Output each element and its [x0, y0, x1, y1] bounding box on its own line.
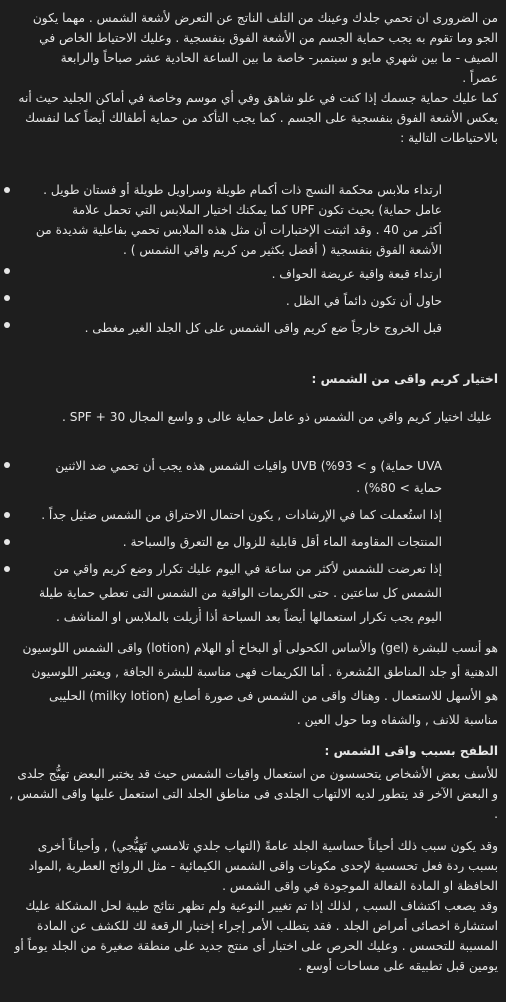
list-item-line: UVA حماية) و > 93%) UVB واقيات الشمس هذه يجب أن تحمي ضد الاثنين [55, 459, 442, 473]
list-item [20, 180, 442, 260]
intro-line: من الضرورى ان تحمي جلدك وعينك من التلف الناتج عن التعرض لأشعة الشمس . مهما يكون [32, 11, 498, 25]
intro-line: الجو وما تقوم به يجب حماية الجسم من الأشعة الفوق بنفسجية . وعليك الاحتياط الخاص في [39, 31, 498, 45]
precautions-list [20, 180, 442, 342]
rash-line: للأسف بعض الأشخاص يتحسسون من استعمال واقيات الشمس حيث قد يختبر البعض تهيُّج جلدى [17, 767, 498, 781]
section-heading: الطفح بسبب واقى الشمس : [324, 744, 498, 758]
list-item-line: حماية > 80%) . [356, 481, 442, 495]
cream-intro: عليك اختيار كريم واقي من الشمس ذو عامل حماية عالى و واسع المجال SPF + 30 . [61, 410, 492, 424]
intro-line: بالاحتياطات التالية : [400, 131, 498, 145]
gel-line: الدهنية أو جلد المناطق المُشعرة . أما الكريمات فهى مناسبة للبشرة الجافة , ويعتبر اللوسيون [31, 665, 498, 679]
list-item-line: إذا تعرضت للشمس لأكثر من ساعة في اليوم عليك تكرار وضع كريم واقي من [53, 562, 442, 576]
list-item [20, 559, 442, 631]
bullet-icon [4, 295, 10, 301]
bullet-icon [4, 268, 10, 274]
list-item-line: أكثر من 40 . وقد اثبتت الإختبارات أن مثل هذه الملابس تحمي بفاعلية شديدة من [35, 223, 442, 237]
gel-paragraph [6, 636, 498, 732]
intro-line: الصيف - ما بين شهري مايو و سبتمبر- خاصة ما بين الساعة الحادية عشر صباحاً والرابعة [60, 51, 498, 65]
rash-line: الحافظة او المادة الفعالة الموجودة في واقى الشمس . [222, 879, 498, 893]
list-item-line: ارتداء ملابس محكمة النسج ذات أكمام طويلة وسراويل طويلة أو فستان طويل . [43, 183, 442, 197]
rash-line: . [494, 807, 498, 821]
list-item-line: ارتداء قبعة واقية عريضة الحواف . [271, 267, 442, 281]
bullet-icon [4, 539, 10, 545]
rash-line: و البعض الآخر قد يتطور لديه الالتهاب الجلدى فى مناطق الجلد التى استعمل عليها واقى الشمس , [9, 787, 498, 801]
rash-line: يومين قبل تطبيقه على مساحات أوسع . [298, 959, 498, 973]
intro-paragraph [6, 8, 498, 148]
intro-line: يعكس الأشعة الفوق بنفسجية على الجسم . كما يجب التأكد من حماية أطفالك أيضاً كما لنفسك [25, 111, 498, 125]
list-item-line: عامل حماية) بحيث تكون UPF كما يمكنك اختيار الملابس التي تحمل علامة [72, 203, 442, 217]
rash-line: وقد يصعب اكتشاف السبب , لذلك إذا تم تغيير النوعية ولم تظهر نتائج طيبة لحل المشكلة عليك [25, 899, 498, 913]
list-item-line: المنتجات المقاومة الماء أقل قابلية للزوال مع التعرق والسباحة . [122, 535, 442, 549]
rash-line: وقد يكون سبب ذلك أحياناً حساسية الجلد عامةً (التهاب جلدي تلامسي تَهَيُّجي) , وأحياناً أخرى [37, 839, 498, 853]
list-item-line: حاول أن تكون دائماً في الظل . [285, 294, 442, 308]
list-item-line: الشمس كل ساعتين . حتى الكريمات الواقية من الشمس التى تعطي حماية طيلة [38, 586, 442, 600]
bullet-icon [4, 462, 10, 468]
rash-line: استشارة اخصائى أمراض الجلد . فقد يتطلب الأمر إجراء إختبار الرقعة لك للكشف عن المادة [36, 919, 498, 933]
bullet-icon [4, 566, 10, 572]
gel-line: هو أنسب للبشرة (gel) والأساس الكحولى أو البخاخ أو الهلام (lotion) واقى الشمس اللوسيون [22, 641, 498, 655]
list-item [20, 505, 442, 532]
bullet-icon [4, 512, 10, 518]
list-item-line: إذا استُعملت كما في الإرشادات , يكون احتمال الاحتراق من الشمس ضئيل جداً . [41, 508, 442, 522]
bullet-icon [4, 187, 10, 193]
intro-line: عصراً . [462, 71, 498, 85]
list-item [20, 315, 442, 342]
list-item-line: اليوم يجب تكرار استعمالها أيضاً بعد السباحة أذا أُزيلت بالملابس او المناشف . [55, 610, 442, 624]
list-item [20, 532, 442, 559]
section-heading: اختيار كريم واقى من الشمس : [311, 372, 498, 386]
list-item [20, 261, 442, 288]
list-item-line: قبل الخروج خارجاً ضع كريم واقى الشمس على كل الجلد الغير مغطى . [84, 321, 442, 335]
gel-line: مناسبة للانف , والشفاه وما حول العين . [296, 713, 498, 727]
rash-line: المسببة للتحسس . وعليك الحرص على اختبار أى منتج جديد على منطقة صغيرة من الجلد يوماً أو [14, 939, 498, 953]
gel-line: هو الأسهل للاستعمال . وهناك واقى من الشمس فى صورة أصابع (milky lotion) الحليبى [48, 689, 498, 703]
rash-line: بسبب ردة فعل تحسسية لإحدى مكونات واقى الشمس الكيمائية - مثل الروائح العطرية ,المواد [28, 859, 498, 873]
cream-tips-list [20, 455, 442, 631]
list-item [20, 288, 442, 315]
list-item-line: الأشعة الفوق بنفسجية ( أفضل بكثير من كريم واقي الشمس ) . [122, 243, 442, 257]
list-item [20, 455, 442, 499]
intro-line: كما عليك حماية جسمك إذا كنت في علو شاهق وفي أي موسم وخاصة في أماكن الجليد حيث أنه [18, 91, 498, 105]
rash-paragraph [6, 764, 498, 976]
bullet-icon [4, 322, 10, 328]
